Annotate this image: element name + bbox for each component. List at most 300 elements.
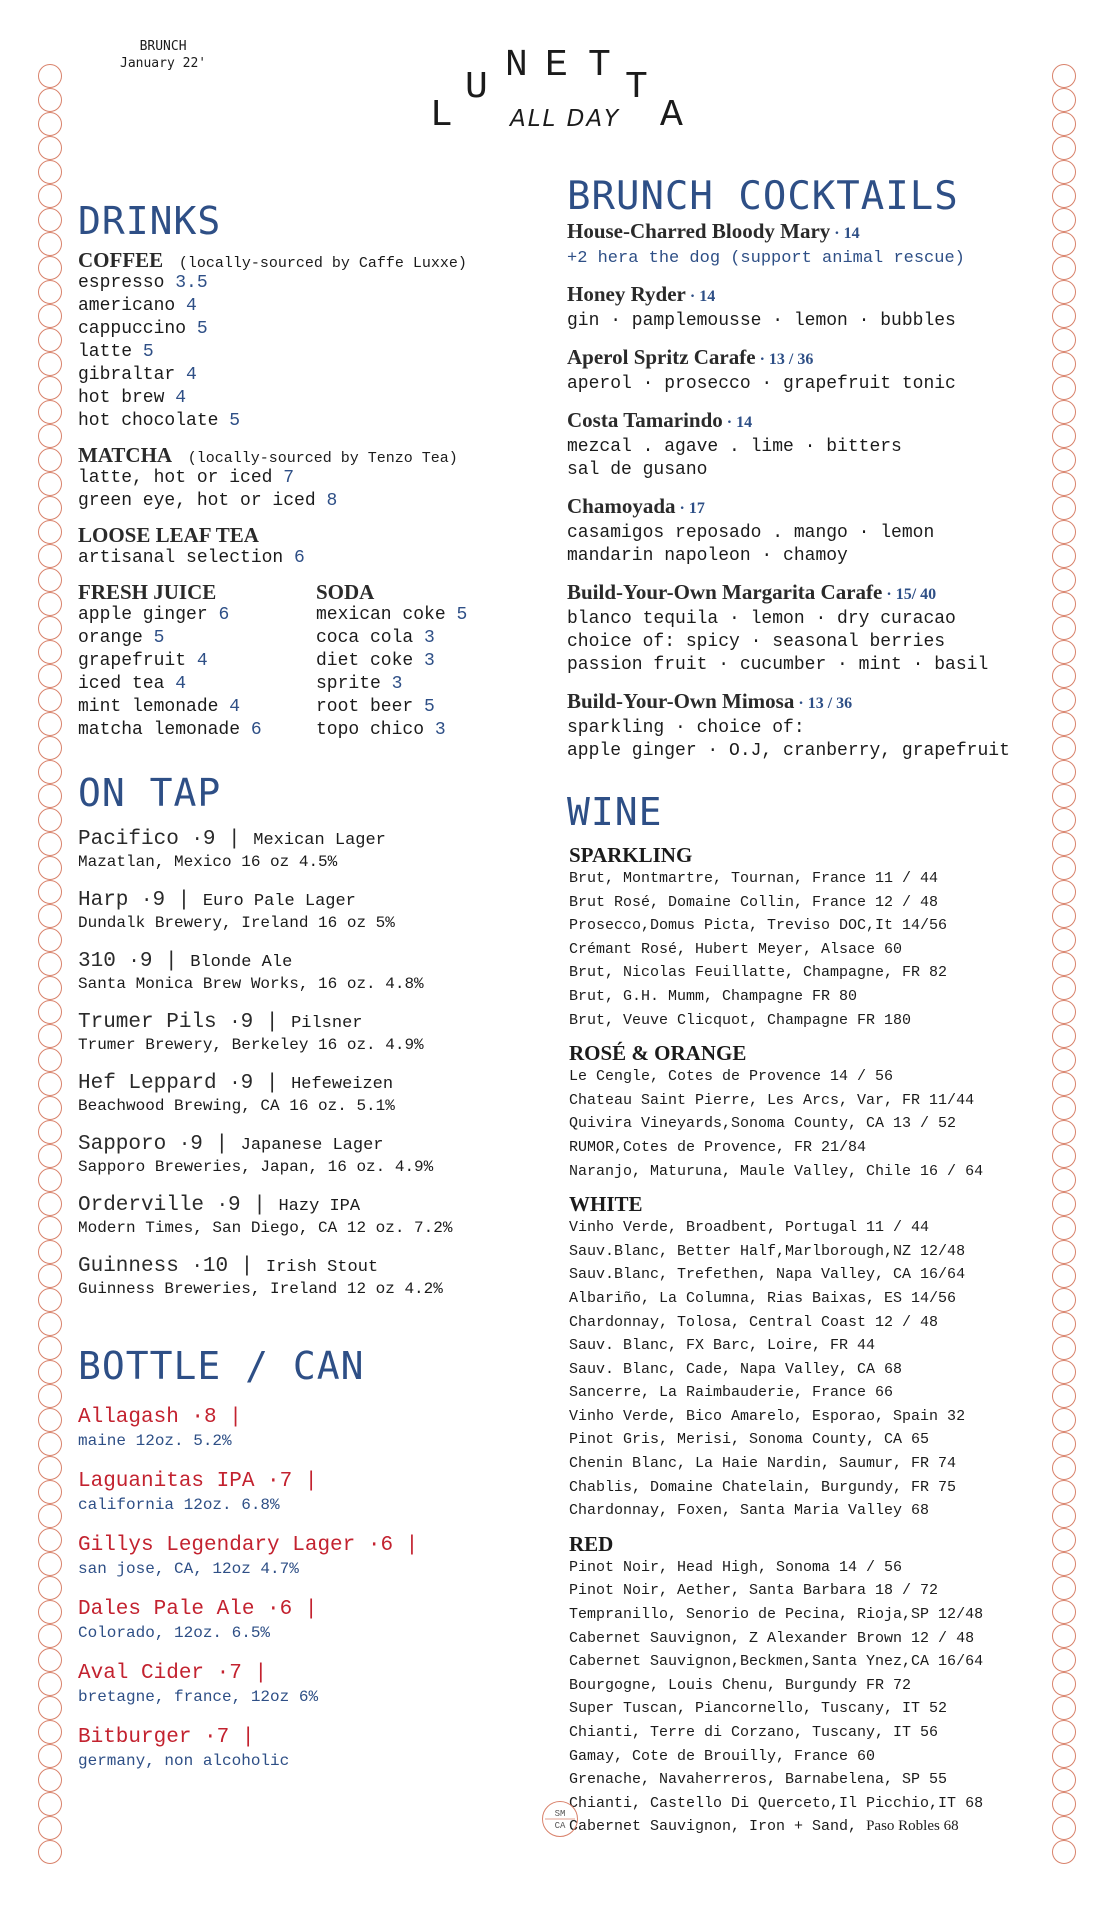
border-ring xyxy=(39,1841,62,1864)
wine-item xyxy=(569,1065,1047,1089)
menu-item xyxy=(78,696,316,719)
soda-heading: SODA xyxy=(316,580,375,604)
cocktail-name: Build-Your-Own Margarita Carafe xyxy=(567,580,883,604)
wine-text: Brut, Nicolas Feuillatte, Champagne, FR 82 xyxy=(569,964,948,982)
border-ring xyxy=(39,833,62,856)
border-ring xyxy=(39,497,62,520)
wine-section-heading: ROSÉ & ORANGE xyxy=(569,1041,747,1066)
cocktail-ingredients: casamigos reposado . mango · lemon xyxy=(567,523,935,543)
menu-item xyxy=(78,604,316,627)
tap-item xyxy=(78,1011,538,1055)
item-price: 6 xyxy=(294,548,305,568)
wine-item xyxy=(569,1579,1047,1603)
border-ring xyxy=(1053,1409,1076,1432)
tap-style: Irish Stout xyxy=(265,1258,379,1277)
border-ring xyxy=(1053,881,1076,904)
soda-section xyxy=(316,580,467,742)
lunetta-logo xyxy=(420,44,720,144)
tap-name: Trumer Pils xyxy=(78,1011,217,1034)
item-name: diet coke xyxy=(316,651,414,671)
wine-item xyxy=(569,1334,1047,1358)
tap-name: Pacifico xyxy=(78,828,179,851)
border-ring xyxy=(39,1289,62,1312)
tap-price: · xyxy=(229,1011,241,1033)
wine-item xyxy=(569,1358,1047,1382)
tap-separator: | xyxy=(253,1072,292,1095)
bottle-name: Bitburger xyxy=(78,1726,192,1749)
tap-style: Hazy IPA xyxy=(278,1197,361,1216)
item-name: matcha lemonade xyxy=(78,720,241,740)
wine-text: Cabernet Sauvignon, Z Alexander Brown 12 / 48 xyxy=(569,1629,975,1647)
tap-detail: Beachwood Brewing, CA 16 oz. 5.1% xyxy=(78,1097,395,1115)
wine-text: RUMOR,Cotes de Provence, FR 21/84 xyxy=(569,1138,867,1156)
bottle-price: 7 xyxy=(229,1662,242,1685)
wine-text: Naranjo, Maturuna, Maule Valley, Chile 16 / 64 xyxy=(569,1162,984,1180)
border-ring xyxy=(39,1481,62,1504)
wine-text: Albariño, La Columna, Rias Baixas, ES 14/56 xyxy=(569,1289,957,1307)
menu-item xyxy=(78,467,538,490)
tap-price-value: 9 xyxy=(152,889,166,912)
item-name: coca cola xyxy=(316,628,414,648)
cocktail-name-line xyxy=(567,688,1047,717)
bottle-name: Dales Pale Ale xyxy=(78,1598,255,1621)
cocktail-price: 14 xyxy=(699,288,716,305)
border-ring xyxy=(1053,209,1076,232)
menu-item xyxy=(316,650,467,673)
menu-item xyxy=(78,627,316,650)
wine-item xyxy=(569,1721,1047,1745)
tap-name-line xyxy=(78,1194,538,1218)
tap-detail: Dundalk Brewery, Ireland 16 oz 5% xyxy=(78,914,395,932)
menu-item xyxy=(78,295,538,318)
wine-item xyxy=(569,1499,1047,1523)
border-ring xyxy=(39,1241,62,1264)
border-ring xyxy=(1053,1625,1076,1648)
item-price: 4 xyxy=(196,651,208,671)
border-ring xyxy=(1053,161,1076,184)
wine-text: Brut Rosé, Domaine Collin, France 12 / 48 xyxy=(569,893,939,911)
tap-separator: | xyxy=(152,950,191,973)
tap-style: Blonde Ale xyxy=(190,953,293,972)
menu-item xyxy=(78,272,538,295)
border-ring xyxy=(1053,65,1076,88)
border-ring xyxy=(1053,1457,1076,1480)
tap-price-value: 9 xyxy=(202,828,216,851)
border-ring xyxy=(39,329,62,352)
border-ring xyxy=(39,1601,62,1624)
border-ring xyxy=(39,881,62,904)
border-ring xyxy=(1053,449,1076,472)
border-ring xyxy=(1053,569,1076,592)
border-ring xyxy=(1053,929,1076,952)
item-price: 4 xyxy=(229,697,241,717)
cocktail-ingredients: +2 hera the dog (support animal rescue) xyxy=(567,249,965,268)
cocktail-ingredients: mandarin napoleon · chamoy xyxy=(567,546,848,566)
tap-price-value: 9 xyxy=(240,1072,254,1095)
border-ring xyxy=(1053,1169,1076,1192)
border-ring xyxy=(39,1217,62,1240)
item-price: 3 xyxy=(434,720,446,740)
cocktail-name-line xyxy=(567,493,1047,522)
cocktail-ingredients: apple ginger · O.J, cranberry, grapefruit xyxy=(567,741,1010,761)
item-name: topo chico xyxy=(316,720,425,740)
wine-item xyxy=(569,961,1047,985)
wine-item xyxy=(569,1627,1047,1651)
border-ring xyxy=(39,737,62,760)
wine-item xyxy=(569,1745,1047,1769)
tap-item xyxy=(78,1133,538,1177)
border-ring xyxy=(1053,305,1076,328)
tap-price: · xyxy=(191,1255,203,1277)
border-ring xyxy=(1053,1217,1076,1240)
item-name: iced tea xyxy=(78,674,165,694)
bottle-detail: Colorado, 12oz. 6.5% xyxy=(78,1624,271,1642)
item-name: root beer xyxy=(316,697,414,717)
logo-letter-t2: T xyxy=(625,66,648,109)
border-ring xyxy=(39,809,62,832)
border-ring xyxy=(39,281,62,304)
border-ring xyxy=(39,1001,62,1024)
wine-text: Pinot Noir, Aether, Santa Barbara 18 / 72 xyxy=(569,1582,939,1600)
border-ring xyxy=(39,689,62,712)
wine-text: Cabernet Sauvignon,Beckmen,Santa Ynez,CA 16/64 xyxy=(569,1653,984,1671)
wine-text: Brut, G.H. Mumm, Champagne FR 80 xyxy=(569,987,858,1005)
wine-text: Quivira Vineyards,Sonoma County, CA 13 / 52 xyxy=(569,1115,957,1133)
tap-detail: Trumer Brewery, Berkeley 16 oz. 4.9% xyxy=(78,1036,424,1054)
bottle-price: 6 xyxy=(380,1534,394,1557)
wine-item xyxy=(569,1287,1047,1311)
cocktail-ingredients: mezcal . agave . lime · bitters xyxy=(567,437,902,457)
menu-item xyxy=(316,673,467,696)
wine-text: Sauv.Blanc, Better Half,Marlborough,NZ 12/48 xyxy=(569,1242,966,1260)
border-ring xyxy=(39,305,62,328)
border-ring xyxy=(39,1577,62,1600)
border-ring xyxy=(39,449,62,472)
wine-text: Tempranillo, Senorio de Pecina, Rioja,SP 12/48 xyxy=(569,1606,984,1624)
border-ring xyxy=(39,593,62,616)
border-ring xyxy=(39,1193,62,1216)
menu-item xyxy=(316,604,467,627)
cocktail-price: 13 / 36 xyxy=(807,695,853,712)
tap-item xyxy=(78,828,538,872)
item-name: gibraltar xyxy=(78,365,176,385)
tap-style: Mexican Lager xyxy=(253,831,386,850)
wine-text: Crémant Rosé, Hubert Meyer, Alsace 60 xyxy=(569,940,903,958)
border-ring xyxy=(1053,689,1076,712)
wine-item xyxy=(569,1240,1047,1264)
wine-text: Cabernet Sauvignon, Iron + Sand, xyxy=(569,1818,858,1836)
tap-style: Hefeweizen xyxy=(291,1075,394,1094)
border-ring xyxy=(39,1097,62,1120)
tap-item xyxy=(78,1255,538,1299)
item-name: grapefruit xyxy=(78,651,187,671)
cocktail-name: House-Charred Bloody Mary xyxy=(567,219,831,243)
menu-item xyxy=(78,387,538,410)
cocktail-ingredients: sparkling · choice of: xyxy=(567,718,805,738)
item-name: sprite xyxy=(316,674,381,694)
cocktail-item xyxy=(567,688,1047,763)
wine-text: Vinho Verde, Bico Amarelo, Esporao, Spain 32 xyxy=(569,1407,966,1425)
border-ring xyxy=(39,401,62,424)
wine-text: Brut, Montmartre, Tournan, France 11 / 44 xyxy=(569,870,939,887)
border-ring xyxy=(39,1385,62,1408)
wine-text: Chardonnay, Foxen, Santa Maria Valley 68 xyxy=(569,1502,930,1520)
tap-price-value: 10 xyxy=(202,1255,229,1278)
tap-name: 310 xyxy=(78,950,116,973)
cocktail-ingredients: aperol · prosecco · grapefruit tonic xyxy=(567,374,956,394)
wine-text: Chablis, Domaine Chatelain, Burgundy, FR 75 xyxy=(569,1478,957,1496)
tap-detail: Mazatlan, Mexico 16 oz 4.5% xyxy=(78,853,338,871)
item-name: hot chocolate xyxy=(78,411,219,431)
tap-name-line xyxy=(78,889,538,913)
item-price: 3 xyxy=(391,674,403,694)
menu-item xyxy=(316,696,467,719)
item-name: mexican coke xyxy=(316,605,446,625)
border-ring xyxy=(1053,641,1076,664)
tap-price: · xyxy=(128,950,140,972)
tap-name-line xyxy=(78,1072,538,1096)
bottle-name: Aval Cider xyxy=(78,1662,205,1685)
border-ring xyxy=(39,1745,62,1768)
item-price: 3 xyxy=(424,628,435,648)
border-ring xyxy=(39,1625,62,1648)
wine-text: Bourgogne, Louis Chenu, Burgundy FR 72 xyxy=(569,1676,912,1694)
wine-item xyxy=(569,1009,1047,1033)
border-ring xyxy=(39,545,62,568)
border-ring xyxy=(39,1409,62,1432)
cocktail-name: Chamoyada xyxy=(567,494,676,518)
tap-style: Euro Pale Lager xyxy=(202,892,356,911)
border-ring xyxy=(1053,1145,1076,1168)
cocktail-price-dot: · xyxy=(882,586,896,603)
cocktail-name: Build-Your-Own Mimosa xyxy=(567,689,795,713)
wine-section-heading: SPARKLING xyxy=(569,843,693,867)
wine-item xyxy=(569,1428,1047,1452)
item-name: cappuccino xyxy=(78,319,187,339)
border-ring xyxy=(39,257,62,280)
bottle-price: 8 xyxy=(204,1406,217,1429)
border-ring xyxy=(1053,425,1076,448)
wine-item xyxy=(569,1556,1047,1580)
cocktail-ingredients: sal de gusano xyxy=(567,460,708,480)
tap-style: Japanese Lager xyxy=(240,1136,384,1155)
tap-item xyxy=(78,889,538,933)
item-price: 5 xyxy=(196,319,208,339)
logo-letter-u: U xyxy=(465,66,488,109)
border-ring xyxy=(1053,1121,1076,1144)
border-ring xyxy=(39,377,62,400)
menu-item xyxy=(316,719,467,742)
border-ring xyxy=(39,1433,62,1456)
wine-text: Prosecco,Domus Picta, Treviso DOC,It 14/56 xyxy=(569,917,948,935)
border-ring xyxy=(39,1697,62,1720)
wine-item xyxy=(569,1697,1047,1721)
border-ring xyxy=(1053,1673,1076,1696)
cocktail-name-line xyxy=(567,281,1047,310)
on-tap-title: ON TAP xyxy=(78,771,222,815)
border-ring xyxy=(1053,1073,1076,1096)
menu-item xyxy=(78,673,316,696)
border-ring xyxy=(1053,1313,1076,1336)
cocktail-price: 14 xyxy=(736,414,753,431)
wine-item xyxy=(569,914,1047,938)
wine-text: Sauv. Blanc, FX Barc, Loire, FR 44 xyxy=(569,1337,876,1355)
juice-heading: FRESH JUICE xyxy=(78,580,217,604)
border-ring xyxy=(39,977,62,1000)
tap-detail: Sapporo Breweries, Japan, 16 oz. 4.9% xyxy=(78,1158,434,1176)
border-ring xyxy=(39,1313,62,1336)
border-ring xyxy=(39,1169,62,1192)
border-ring xyxy=(39,137,62,160)
bottle-item xyxy=(78,1533,538,1579)
bottle-item xyxy=(78,1597,538,1643)
border-ring xyxy=(39,1505,62,1528)
item-name: latte, hot or iced xyxy=(78,468,273,488)
wine-text: Vinho Verde, Broadbent, Portugal 11 / 44 xyxy=(569,1219,930,1237)
cocktail-price-dot: · xyxy=(675,500,689,517)
menu-item xyxy=(78,341,538,364)
border-ring xyxy=(1053,1769,1076,1792)
border-ring xyxy=(39,761,62,784)
tap-separator: | xyxy=(240,1194,279,1217)
bottle-item xyxy=(78,1661,538,1707)
border-ring xyxy=(1053,1745,1076,1768)
border-ring xyxy=(39,1145,62,1168)
border-ring xyxy=(1053,1481,1076,1504)
border-ring xyxy=(39,473,62,496)
drinks-title: DRINKS xyxy=(78,199,222,243)
juice-section xyxy=(78,580,316,742)
menu-item xyxy=(78,318,538,341)
wine-item xyxy=(569,985,1047,1009)
right-column xyxy=(567,176,1047,1839)
tap-price-value: 9 xyxy=(190,1133,203,1156)
cocktail-price-dot: · xyxy=(794,695,808,712)
bottle-name: Gillys Legendary Lager xyxy=(78,1534,356,1557)
menu-item xyxy=(78,490,538,513)
tap-price: · xyxy=(178,1133,191,1155)
tap-name-line xyxy=(78,1133,538,1157)
border-ring xyxy=(39,89,62,112)
bottle-name: Laguanitas IPA xyxy=(78,1470,255,1493)
menu-item xyxy=(78,547,538,570)
tap-name-line xyxy=(78,1255,538,1279)
border-ring xyxy=(1053,89,1076,112)
item-price: 3.5 xyxy=(175,273,208,293)
wine-item xyxy=(569,1112,1047,1136)
cocktail-name: Honey Ryder xyxy=(567,282,686,306)
bottle-name-line: Dales Pale Ale ·6 | xyxy=(78,1598,318,1621)
border-ring xyxy=(39,65,62,88)
cocktail-item xyxy=(567,493,1047,568)
border-ring xyxy=(39,617,62,640)
border-ring xyxy=(1053,1001,1076,1024)
tap-name: Orderville xyxy=(78,1194,205,1217)
tap-separator: | xyxy=(253,1011,292,1034)
border-ring xyxy=(1053,1097,1076,1120)
border-ring xyxy=(39,353,62,376)
item-price: 4 xyxy=(186,296,197,316)
border-ring xyxy=(39,1721,62,1744)
border-ring xyxy=(1053,953,1076,976)
wine-text: Chenin Blanc, La Haie Nardin, Saumur, FR 74 xyxy=(569,1455,957,1473)
menu-item xyxy=(78,364,538,387)
bottle-price: 6 xyxy=(279,1598,293,1621)
wine-text: Sancerre, La Raimbauderie, France 66 xyxy=(569,1384,894,1402)
item-name: espresso xyxy=(78,273,165,293)
border-ring xyxy=(1053,1385,1076,1408)
wine-item xyxy=(569,1603,1047,1627)
wine-text: Chianti, Terre di Corzano, Tuscany, IT 56 xyxy=(569,1724,939,1741)
border-ring xyxy=(39,1553,62,1576)
border-ring xyxy=(1053,113,1076,136)
coffee-note: (locally-sourced by Caffe Luxxe) xyxy=(178,255,467,272)
coffee-section xyxy=(78,248,538,433)
wine-item xyxy=(569,1263,1047,1287)
matcha-heading: MATCHA xyxy=(78,443,173,467)
matcha-section xyxy=(78,443,538,513)
border-ring xyxy=(1053,1553,1076,1576)
left-border-chain xyxy=(36,64,64,1864)
tap-name: Harp xyxy=(78,889,129,912)
border-ring xyxy=(1053,1049,1076,1072)
tap-detail: Santa Monica Brew Works, 16 oz. 4.8% xyxy=(78,975,424,993)
item-name: mint lemonade xyxy=(78,697,219,717)
cocktail-name: Costa Tamarindo xyxy=(567,408,723,432)
wine-text: Chateau Saint Pierre, Les Arcs, Var, FR 11/44 xyxy=(569,1091,975,1109)
border-ring xyxy=(1053,1025,1076,1048)
tap-price-value: 9 xyxy=(240,1011,254,1034)
bottle-item xyxy=(78,1405,538,1451)
tap-name: Guinness xyxy=(78,1255,179,1278)
border-ring xyxy=(1053,1193,1076,1216)
border-ring xyxy=(1053,521,1076,544)
stamp-top-text: SM xyxy=(554,1809,566,1819)
wine-section-heading: RED xyxy=(569,1531,614,1556)
tap-item xyxy=(78,1194,538,1238)
item-name: americano xyxy=(78,296,176,316)
border-ring xyxy=(1053,593,1076,616)
wine-item xyxy=(569,1136,1047,1160)
border-ring xyxy=(1053,665,1076,688)
border-ring xyxy=(39,785,62,808)
bottle-name: Allagash xyxy=(78,1406,179,1429)
bottle-item xyxy=(78,1469,538,1515)
border-ring xyxy=(1053,617,1076,640)
bottle-item xyxy=(78,1725,538,1771)
tap-detail: Guinness Breweries, Ireland 12 oz 4.2% xyxy=(78,1280,443,1298)
tap-name: Sapporo xyxy=(78,1133,167,1156)
border-ring xyxy=(39,665,62,688)
wine-item xyxy=(569,1089,1047,1113)
border-ring xyxy=(39,1817,62,1840)
logo-letter-l: L xyxy=(430,94,453,137)
menu-name: BRUNCH xyxy=(139,39,187,54)
bottle-detail: bretagne, france, 12oz 6% xyxy=(78,1688,319,1706)
cocktail-name-line xyxy=(567,407,1047,436)
juice-soda-section xyxy=(78,580,538,742)
item-price: 5 xyxy=(153,628,165,648)
tap-price: · xyxy=(216,1194,229,1216)
border-ring xyxy=(1053,1793,1076,1816)
border-ring xyxy=(39,209,62,232)
cocktail-ingredients: choice of: spicy · seasonal berries xyxy=(567,632,946,652)
tap-price: · xyxy=(229,1072,241,1094)
tap-separator: | xyxy=(202,1133,241,1156)
item-name: artisanal selection xyxy=(78,548,284,568)
border-ring xyxy=(1053,497,1076,520)
border-ring xyxy=(39,1793,62,1816)
